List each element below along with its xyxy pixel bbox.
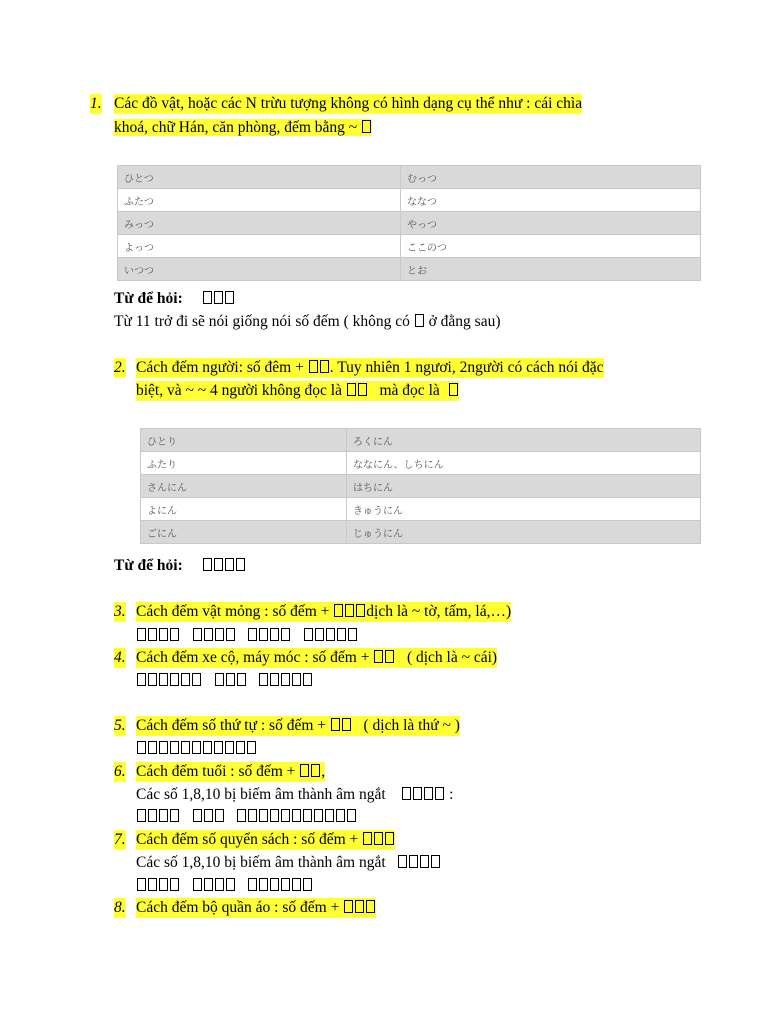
missing-glyph-icon (402, 787, 411, 800)
missing-glyph-icon (148, 741, 157, 754)
item-4-examples (136, 671, 313, 691)
missing-glyph-icon (137, 741, 146, 754)
missing-glyph-icon (309, 360, 318, 373)
missing-glyph-icon (326, 628, 335, 641)
table-cell: ごにん (141, 521, 347, 544)
missing-glyph-icon (325, 809, 334, 822)
item-3-text: dịch là ~ tờ, tấm, lá,…) (366, 603, 512, 620)
missing-glyph-icon (385, 832, 394, 845)
missing-glyph-icon (435, 787, 444, 800)
missing-glyph-icon (203, 558, 212, 571)
item-5-line (136, 716, 460, 736)
missing-glyph-icon (331, 718, 340, 731)
missing-glyph-icon (226, 673, 235, 686)
missing-glyph-icon (259, 628, 268, 641)
missing-glyph-icon (247, 741, 256, 754)
item-2-text: Cách đếm người: số đêm + (136, 359, 304, 376)
table-row (141, 452, 701, 475)
list-number-2: 2. (114, 359, 126, 376)
item-6-sub-text: Các số 1,8,10 bị biếm âm thành âm ngắt (136, 786, 386, 803)
missing-glyph-icon (192, 673, 201, 686)
item-5-text: ( dịch là thứ ~ ) (363, 717, 460, 734)
missing-glyph-icon (203, 291, 212, 304)
missing-glyph-icon (413, 787, 422, 800)
item-6-text: , (321, 763, 326, 780)
missing-glyph-icon (225, 558, 234, 571)
missing-glyph-icon (148, 673, 157, 686)
missing-glyph-icon (281, 809, 290, 822)
missing-glyph-icon (236, 558, 245, 571)
missing-glyph-icon (281, 628, 290, 641)
missing-glyph-icon (148, 878, 157, 891)
table-row (118, 258, 701, 281)
missing-glyph-icon (170, 809, 179, 822)
note-line (114, 312, 501, 332)
item-6-examples (136, 807, 357, 827)
table-cell: よっつ (118, 235, 401, 258)
table-cell: ひとつ (118, 166, 401, 189)
missing-glyph-icon (292, 673, 301, 686)
list-number-7: 7. (114, 831, 126, 848)
missing-glyph-icon (181, 741, 190, 754)
missing-glyph-icon (159, 628, 168, 641)
missing-glyph-icon (225, 291, 234, 304)
missing-glyph-icon (424, 787, 433, 800)
missing-glyph-icon (137, 673, 146, 686)
missing-glyph-icon (148, 628, 157, 641)
missing-glyph-icon (214, 558, 223, 571)
missing-glyph-icon (170, 628, 179, 641)
missing-glyph-icon (193, 809, 202, 822)
missing-glyph-icon (292, 878, 301, 891)
item-2-text: . Tuy nhiên 1 ngươi, 2người có cách nói đặc (329, 359, 604, 376)
missing-glyph-icon (137, 809, 146, 822)
item-6-sub-end: : (449, 786, 454, 803)
item-2-line-1 (136, 358, 604, 378)
missing-glyph-icon (170, 878, 179, 891)
table-cell: とお (401, 258, 701, 281)
missing-glyph-icon (347, 809, 356, 822)
question-word-1 (114, 289, 235, 309)
missing-glyph-icon (181, 673, 190, 686)
missing-glyph-icon (170, 673, 179, 686)
table-cell: じゅうにん (347, 521, 701, 544)
item-8-text: Cách đếm bộ quần áo : số đếm + (136, 899, 340, 916)
missing-glyph-icon (345, 604, 354, 617)
question-word-2 (114, 556, 246, 576)
table-row (118, 166, 701, 189)
missing-glyph-icon (358, 383, 367, 396)
missing-glyph-icon (159, 741, 168, 754)
missing-glyph-icon (315, 628, 324, 641)
missing-glyph-icon (204, 878, 213, 891)
table-cell: よにん (141, 498, 347, 521)
missing-glyph-icon (159, 878, 168, 891)
table-cell: きゅうにん (347, 498, 701, 521)
item-6-line (136, 762, 325, 782)
item-6-text: Cách đếm tuổi : số đếm + (136, 763, 296, 780)
missing-glyph-icon (270, 878, 279, 891)
missing-glyph-icon (226, 628, 235, 641)
missing-glyph-icon (409, 855, 418, 868)
missing-glyph-icon (344, 900, 353, 913)
missing-glyph-icon (348, 628, 357, 641)
list-number-8: 8. (114, 899, 126, 916)
missing-glyph-icon (356, 604, 365, 617)
missing-glyph-icon (137, 628, 146, 641)
missing-glyph-icon (431, 855, 440, 868)
missing-glyph-icon (215, 809, 224, 822)
item-1-line-2-text: khoá, chữ Hán, căn phòng, đếm bằng ~ (114, 119, 358, 136)
missing-glyph-icon (374, 832, 383, 845)
table-cell: ここのつ (401, 235, 701, 258)
missing-glyph-icon (237, 809, 246, 822)
table-cell: ななにん、しちにん (347, 452, 701, 475)
table-cell: みっつ (118, 212, 401, 235)
counting-people-table (140, 428, 701, 544)
table-row (141, 429, 701, 452)
list-number-5: 5. (114, 717, 126, 734)
counting-things-table (117, 165, 701, 281)
missing-glyph-icon (204, 809, 213, 822)
missing-glyph-icon (292, 809, 301, 822)
question-label: Từ để hỏi: (114, 557, 183, 574)
note-text-end: ở đằng sau) (428, 313, 501, 330)
missing-glyph-icon (374, 650, 383, 663)
missing-glyph-icon (214, 291, 223, 304)
item-7-line (136, 830, 395, 850)
item-4-line (136, 648, 497, 668)
missing-glyph-icon (336, 809, 345, 822)
item-3-text: Cách đếm vật mỏng : số đếm + (136, 603, 330, 620)
missing-glyph-icon (398, 855, 407, 868)
missing-glyph-icon (281, 673, 290, 686)
item-2-text: biệt, và ~ ~ 4 người không đọc là (136, 382, 342, 399)
missing-glyph-icon (193, 628, 202, 641)
missing-glyph-icon (137, 878, 146, 891)
note-text-start: Từ 11 trở đi sẽ nói giống nói số đếm ( không có (114, 313, 410, 330)
missing-glyph-icon (420, 855, 429, 868)
missing-glyph-icon (320, 360, 329, 373)
table-row (118, 212, 701, 235)
item-1-line-2 (114, 118, 372, 138)
table-row (141, 521, 701, 544)
missing-glyph-icon (259, 673, 268, 686)
question-label: Từ để hỏi: (114, 290, 183, 307)
table-cell: ふたつ (118, 189, 401, 212)
table-cell: いつつ (118, 258, 401, 281)
missing-glyph-icon (270, 628, 279, 641)
missing-glyph-icon (237, 673, 246, 686)
list-number-6: 6. (114, 763, 126, 780)
table-row (141, 498, 701, 521)
missing-glyph-icon (193, 878, 202, 891)
table-cell: やっつ (401, 212, 701, 235)
missing-glyph-icon (362, 120, 371, 133)
item-6-sub (136, 785, 453, 805)
missing-glyph-icon (248, 809, 257, 822)
item-5-examples (136, 739, 257, 759)
missing-glyph-icon (366, 900, 375, 913)
missing-glyph-icon (385, 650, 394, 663)
missing-glyph-icon (248, 628, 257, 641)
item-1-line-1: Các đồ vật, hoặc các N trừu tượng không có hình dạng cụ thể như : cái chìa (114, 95, 583, 112)
item-3-line (136, 602, 511, 622)
missing-glyph-icon (203, 741, 212, 754)
item-2-line-2 (136, 381, 459, 401)
missing-glyph-icon (215, 628, 224, 641)
missing-glyph-icon (236, 741, 245, 754)
missing-glyph-icon (337, 628, 346, 641)
table-row (118, 189, 701, 212)
list-number-4: 4. (114, 649, 126, 666)
item-7-examples (136, 876, 313, 896)
missing-glyph-icon (148, 809, 157, 822)
item-8-line (136, 898, 376, 918)
missing-glyph-icon (270, 673, 279, 686)
item-3-examples (136, 626, 358, 646)
item-7-text: Cách đếm số quyển sách : số đếm + (136, 831, 359, 848)
missing-glyph-icon (303, 809, 312, 822)
missing-glyph-icon (314, 809, 323, 822)
missing-glyph-icon (170, 741, 179, 754)
missing-glyph-icon (415, 314, 424, 327)
item-5-text: Cách đếm số thứ tự : số đếm + (136, 717, 326, 734)
list-number-3: 3. (114, 603, 126, 620)
missing-glyph-icon (248, 878, 257, 891)
missing-glyph-icon (215, 878, 224, 891)
missing-glyph-icon (215, 673, 224, 686)
missing-glyph-icon (449, 383, 458, 396)
table-cell: ろくにん (347, 429, 701, 452)
missing-glyph-icon (303, 673, 312, 686)
missing-glyph-icon (363, 832, 372, 845)
table-cell: むっつ (401, 166, 701, 189)
missing-glyph-icon (311, 764, 320, 777)
list-number-1: 1. (90, 95, 102, 112)
item-4-text: ( dịch là ~ cái) (406, 649, 498, 666)
table-cell: はちにん (347, 475, 701, 498)
missing-glyph-icon (259, 878, 268, 891)
table-row (141, 475, 701, 498)
missing-glyph-icon (214, 741, 223, 754)
missing-glyph-icon (226, 878, 235, 891)
item-2-text: mà đọc là (379, 382, 440, 399)
missing-glyph-icon (300, 764, 309, 777)
table-cell: さんにん (141, 475, 347, 498)
table-cell: ななつ (401, 189, 701, 212)
table-cell: ひとり (141, 429, 347, 452)
table-cell: ふたり (141, 452, 347, 475)
missing-glyph-icon (281, 878, 290, 891)
missing-glyph-icon (204, 628, 213, 641)
missing-glyph-icon (259, 809, 268, 822)
missing-glyph-icon (225, 741, 234, 754)
item-7-sub-text: Các số 1,8,10 bị biếm âm thành âm ngắt (136, 854, 386, 871)
missing-glyph-icon (304, 628, 313, 641)
missing-glyph-icon (334, 604, 343, 617)
missing-glyph-icon (355, 900, 364, 913)
missing-glyph-icon (342, 718, 351, 731)
table-row (118, 235, 701, 258)
missing-glyph-icon (270, 809, 279, 822)
missing-glyph-icon (347, 383, 356, 396)
missing-glyph-icon (159, 673, 168, 686)
item-7-sub (136, 853, 441, 873)
item-4-text: Cách đếm xe cộ, máy móc : số đếm + (136, 649, 370, 666)
missing-glyph-icon (192, 741, 201, 754)
missing-glyph-icon (303, 878, 312, 891)
missing-glyph-icon (159, 809, 168, 822)
